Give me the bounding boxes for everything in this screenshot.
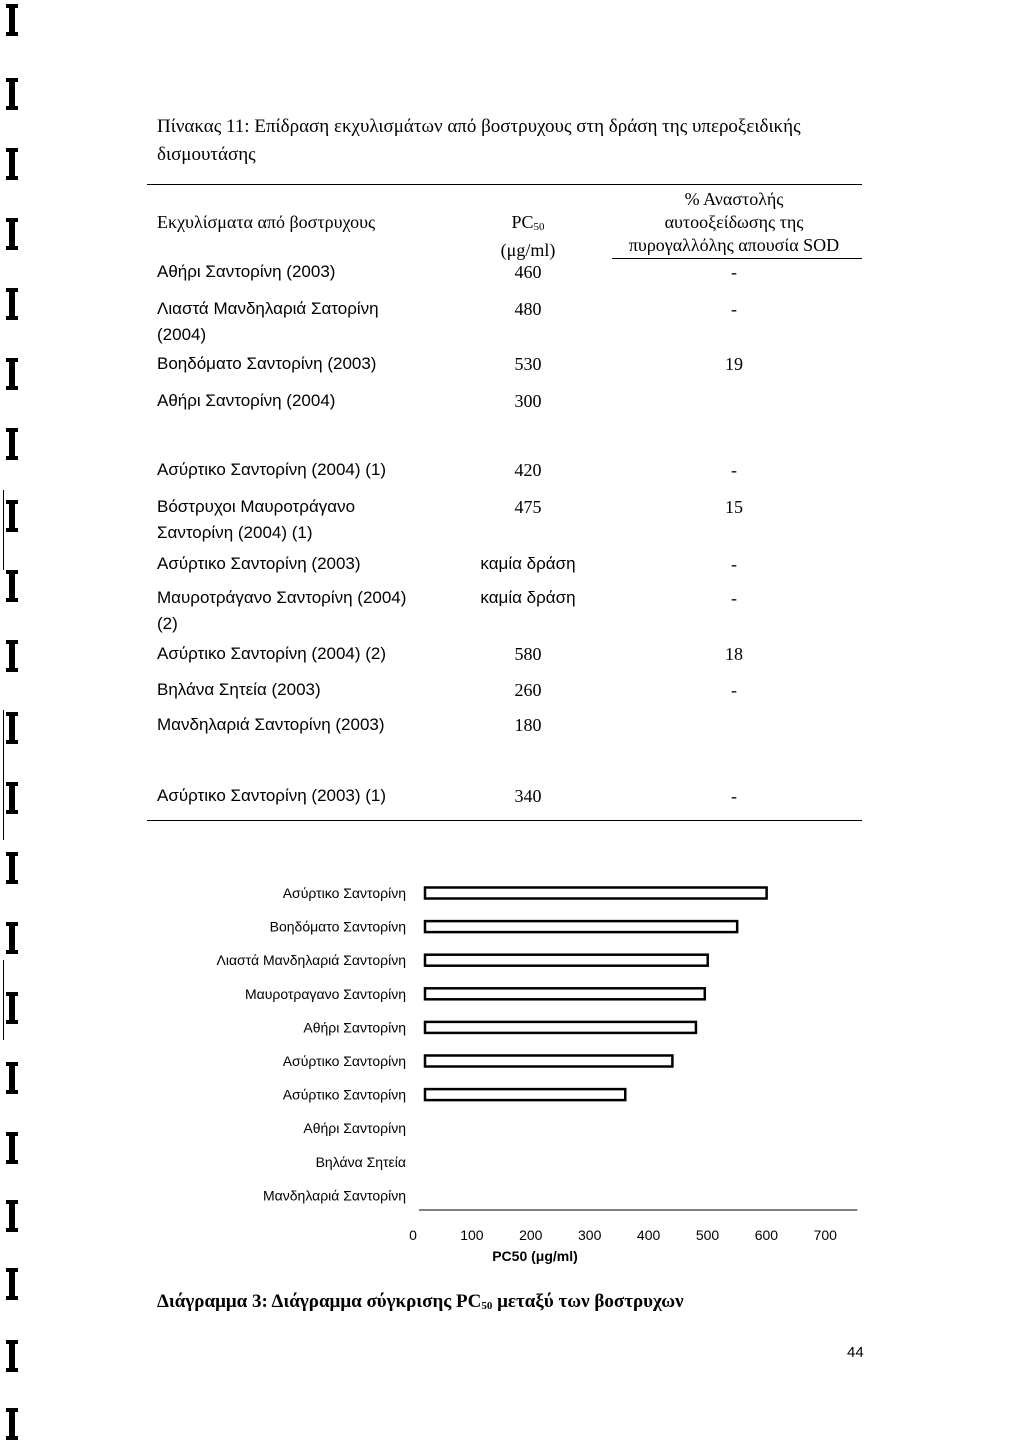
binding-edge — [0, 0, 24, 1447]
row-name-line: Ασύρτικο Σαντορίνη (2004) (2) — [157, 644, 387, 663]
table-row-inhibition: - — [731, 299, 737, 319]
table-row-name — [157, 551, 457, 577]
caption-sub: 50 — [481, 1300, 493, 1312]
binding-mark — [9, 148, 15, 180]
x-tick-label: 500 — [695, 1227, 720, 1243]
category-label: Αθήρι Σαντορίνη — [303, 1019, 406, 1036]
row-name-line: Βοηδόματο Σαντορίνη (2003) — [157, 354, 377, 373]
table-top-rule — [147, 184, 862, 185]
category-label: Αθήρι Σαντορίνη — [303, 1120, 406, 1137]
header-inhibition-line: πυρογαλλόλης απουσία SOD — [628, 235, 840, 255]
table-row-inhibition: - — [731, 588, 737, 608]
row-name-line: Λιαστά Μανδηλαριά Σατορίνη — [157, 299, 379, 318]
binding-mark — [9, 922, 15, 954]
category-label: Μαυροτραγανο Σαντορίνη — [244, 985, 406, 1002]
pc50-bar-chart — [170, 880, 870, 1280]
table-row-inhibition: - — [731, 554, 737, 574]
category-label: Ασύρτικο Σαντορίνη — [282, 1086, 406, 1103]
header-pc50 — [460, 211, 596, 262]
binding-mark — [9, 288, 15, 320]
table-row-pc50: 580 — [514, 644, 542, 664]
row-name-line: Μαυροτράγανο Σαντορίνη (2004) — [157, 588, 407, 607]
x-tick-label: 600 — [754, 1227, 779, 1243]
table-row-name — [157, 296, 457, 348]
row-name-line: Ασύρτικο Σαντορίνη (2004) (1) — [157, 460, 387, 479]
binding-mark — [9, 1200, 15, 1232]
table-row-pc50: 480 — [514, 299, 542, 319]
header-inhibition — [606, 188, 862, 257]
x-tick-label: 0 — [409, 1227, 417, 1243]
header-extracts: Εκχυλίσματα από βοστρυχους — [157, 212, 376, 232]
binding-mark — [9, 1408, 15, 1440]
category-label: Μανδηλαριά Σαντορίνη — [262, 1187, 406, 1204]
header-pc50-sub: 50 — [533, 221, 545, 233]
table-row-inhibition: 15 — [725, 497, 743, 517]
row-name-line: Ασύρτικο Σαντορίνη (2003) (1) — [157, 786, 387, 805]
bar — [425, 988, 705, 999]
row-name-line: Σαντορίνη (2004) (1) — [157, 523, 313, 542]
table-row-inhibition: - — [731, 786, 737, 806]
table-row-pc50: 530 — [514, 354, 542, 374]
table-row-name — [157, 351, 457, 377]
binding-mark — [9, 428, 15, 460]
binding-mark — [9, 358, 15, 390]
table-row-name — [157, 783, 457, 809]
binding-rule — [3, 710, 4, 840]
row-name-line: Αθήρι Σαντορίνη (2003) — [157, 262, 336, 281]
x-tick-label: 100 — [460, 1227, 484, 1243]
bar — [425, 1089, 625, 1100]
chart-caption — [157, 1291, 684, 1313]
table-row-name — [157, 677, 457, 703]
binding-rule — [3, 960, 4, 1040]
x-tick-label: 400 — [636, 1227, 661, 1243]
row-name-line: Ασύρτικο Σαντορίνη (2003) — [157, 554, 361, 573]
bar — [425, 1056, 672, 1067]
table-row-pc50: 260 — [514, 680, 542, 700]
category-label: Λιαστά Μανδηλαριά Σαντορίνη — [216, 952, 406, 969]
table-row-inhibition: - — [731, 262, 737, 282]
header-inhibition-line: αυτοοξείδωσης της — [664, 212, 804, 232]
binding-mark — [9, 640, 15, 672]
table-row-pc50: 180 — [514, 715, 542, 735]
binding-mark — [9, 500, 15, 532]
row-name-line: (2004) — [157, 325, 207, 344]
binding-mark — [9, 1268, 15, 1300]
x-tick-label: 300 — [578, 1227, 602, 1243]
table-row-pc50: καμία δράση — [480, 588, 576, 607]
binding-mark — [9, 712, 15, 744]
table-row-name — [157, 457, 457, 483]
table-row-inhibition: - — [731, 460, 737, 480]
x-tick-label: 700 — [813, 1227, 837, 1243]
bar — [425, 1022, 696, 1033]
table-row-name — [157, 494, 457, 546]
binding-mark — [9, 852, 15, 884]
table-row-name — [157, 259, 457, 285]
table-bottom-rule — [147, 820, 862, 821]
bar — [425, 955, 708, 966]
binding-mark — [9, 4, 15, 36]
category-label: Βηλάνα Σητεία — [315, 1153, 406, 1170]
binding-mark — [9, 78, 15, 110]
table-row-inhibition: 18 — [725, 644, 743, 664]
row-name-line: Βηλάνα Σητεία (2003) — [157, 680, 321, 699]
caption-suffix: μεταξύ των βοστρυχων — [492, 1291, 684, 1312]
table-row-inhibition: 19 — [725, 354, 743, 374]
table-row-pc50: 340 — [514, 786, 542, 806]
header-pc50-unit: (μg/ml) — [500, 240, 556, 260]
bar — [425, 921, 737, 932]
header-pc50-main: PC — [511, 212, 534, 232]
binding-mark — [9, 1062, 15, 1094]
table-row-pc50: 460 — [514, 262, 542, 282]
table-row-name — [157, 585, 457, 637]
table-row-pc50: 475 — [514, 497, 542, 517]
table-row-pc50: καμία δράση — [480, 554, 576, 573]
binding-mark — [9, 218, 15, 250]
binding-mark — [9, 1340, 15, 1372]
table-row-inhibition: - — [731, 680, 737, 700]
table-row-name — [157, 712, 457, 738]
table-row-name — [157, 641, 457, 667]
binding-mark — [9, 782, 15, 814]
x-axis-title: PC50 (μg/ml) — [492, 1248, 578, 1264]
row-name-line: Μανδηλαριά Σαντορίνη (2003) — [157, 715, 385, 734]
category-label: Βοηδόματο Σαντορίνη — [269, 918, 406, 935]
table-row-pc50: 420 — [514, 460, 542, 480]
category-label: Ασύρτικο Σαντορίνη — [282, 1053, 406, 1069]
table-title: Πίνακας 11: Επίδραση εκχυλισμάτων από βοστρυχους στη δράση της υπεροξειδικής δισμουτάσης — [157, 116, 801, 165]
row-name-line: (2) — [157, 614, 178, 633]
binding-mark — [9, 1132, 15, 1164]
table-row-name — [157, 388, 457, 414]
bar — [425, 888, 767, 899]
binding-mark — [9, 570, 15, 602]
page-number: 44 — [847, 1344, 864, 1361]
binding-mark — [9, 992, 15, 1024]
row-name-line: Αθήρι Σαντορίνη (2004) — [157, 391, 336, 410]
header-inhibition-line: % Αναστολής — [684, 189, 784, 209]
table-row-pc50: 300 — [514, 391, 542, 411]
caption-prefix: Διάγραμμα 3: Διάγραμμα σύγκρισης PC — [157, 1291, 482, 1312]
x-tick-label: 200 — [519, 1227, 543, 1243]
row-name-line: Βόστρυχοι Μαυροτράγανο — [157, 497, 356, 516]
category-label: Ασύρτικο Σαντορίνη — [282, 885, 406, 901]
binding-rule — [3, 490, 4, 570]
